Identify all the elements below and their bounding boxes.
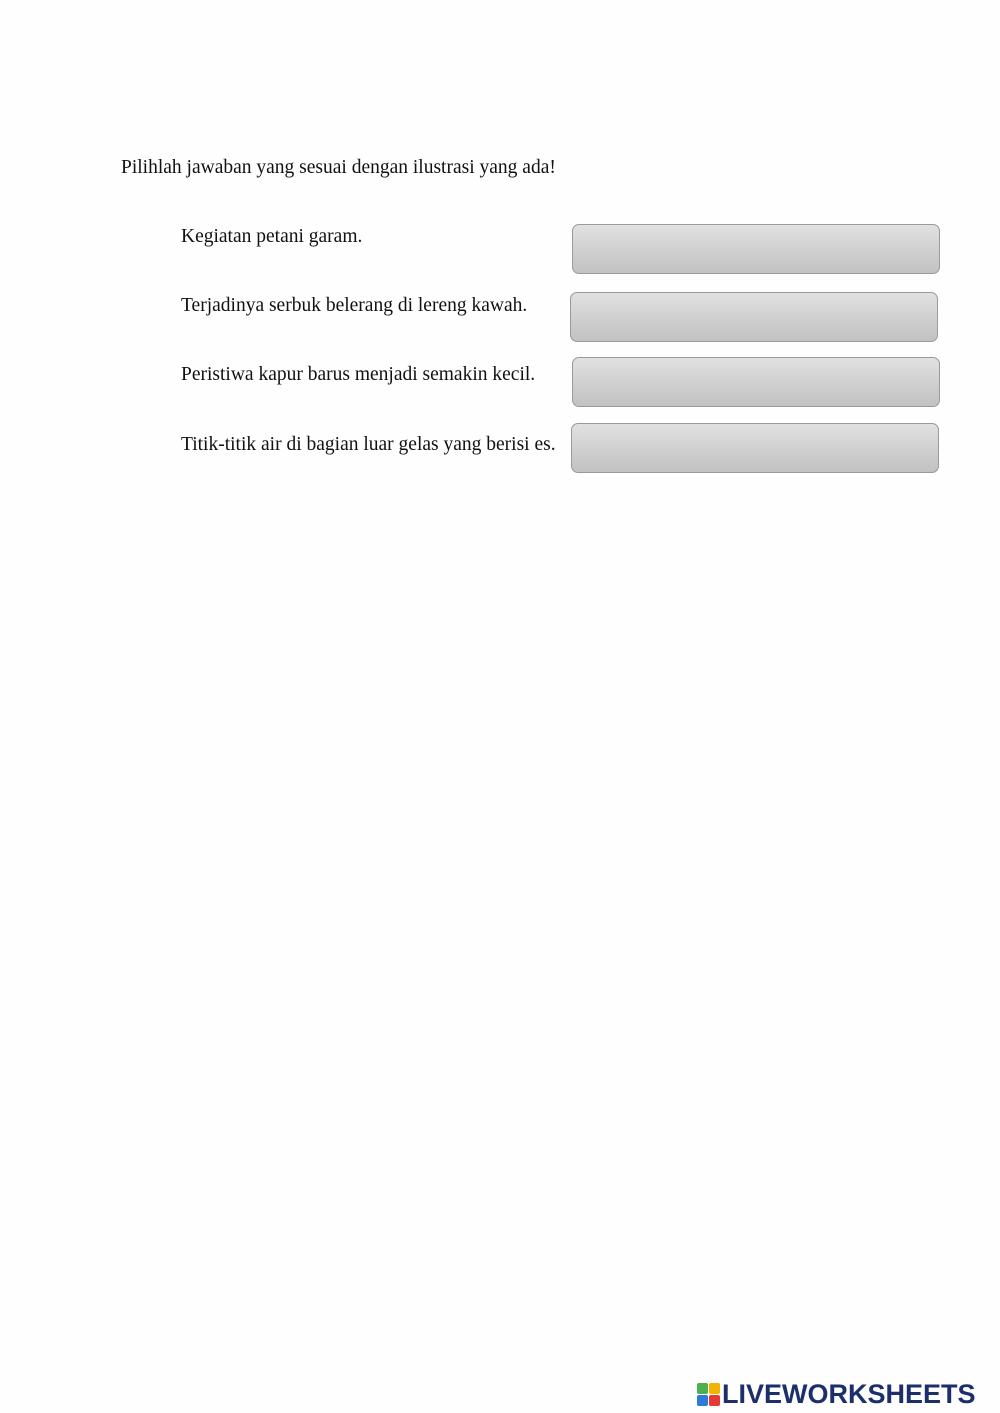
logo-tile-icon [697,1395,708,1406]
logo-tile-icon [697,1383,708,1394]
statement-3: Peristiwa kapur barus menjadi semakin kecil. [181,364,536,385]
logo-wordmark: LIVEWORKSHEETS [722,1379,976,1409]
answer-dropdown-2[interactable] [570,292,938,342]
liveworksheets-logo-icon [697,1383,720,1406]
liveworksheets-logo [697,1379,976,1409]
statement-2: Terjadinya serbuk belerang di lereng kawah. [181,295,528,316]
statement-1: Kegiatan petani garam. [181,226,363,247]
logo-tile-icon [709,1383,720,1394]
answer-dropdown-1[interactable] [572,224,940,274]
answer-dropdown-3[interactable] [572,357,940,407]
logo-tile-icon [709,1395,720,1406]
instruction-text: Pilihlah jawaban yang sesuai dengan ilustrasi yang ada! [121,157,556,178]
statement-4: Titik-titik air di bagian luar gelas yang berisi es. [181,434,556,455]
answer-dropdown-4[interactable] [571,423,939,473]
